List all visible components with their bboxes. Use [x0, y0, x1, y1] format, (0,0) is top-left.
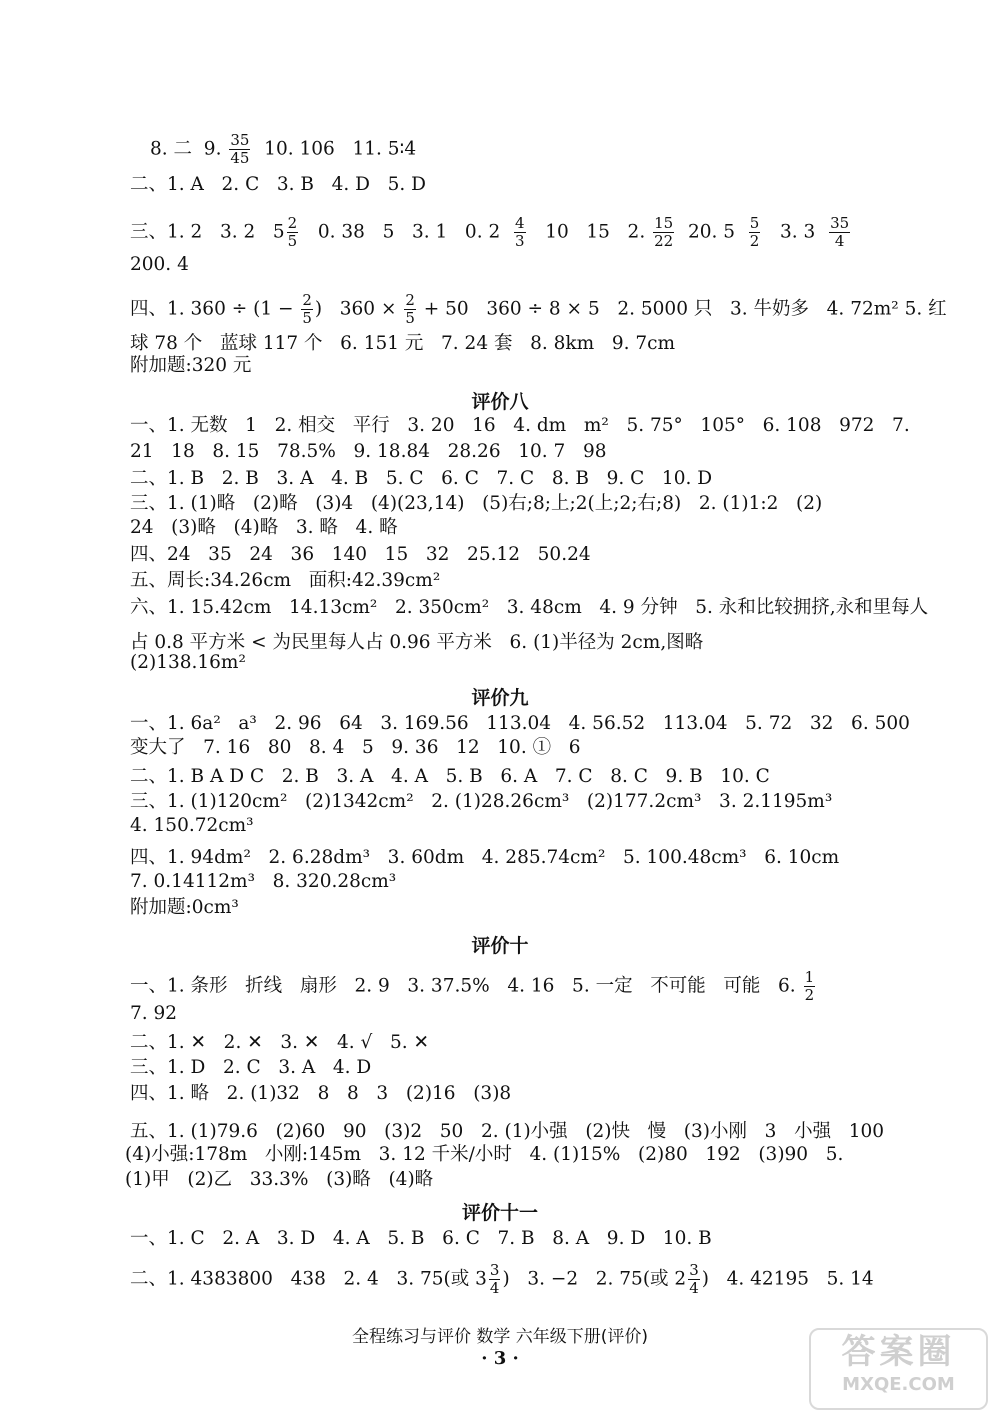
answer-line: 200. 4	[130, 254, 189, 275]
answer-line: 4. 150.72cm³	[130, 815, 254, 836]
answer-line: 六、1. 15.42cm 14.13cm² 2. 350cm² 3. 48cm 4. 9 分钟 5. 永和比较拥挤,永和里每人	[130, 597, 929, 618]
answer-line: 7. 0.14112m³ 8. 320.28cm³	[130, 871, 397, 892]
answer-line: 四、1. 360 ÷ (1 − $\frac{2}{5}$ ) 360 × $\frac{2}{5}$ + 50 360 ÷ 8 × 5 2. 5000 只 3. 牛奶多 4. 72m² 5. 红	[130, 291, 947, 327]
answer-line: 一、1. C 2. A 3. D 4. A 5. B 6. C 7. B 8. A 9. D 10. B	[130, 1228, 712, 1249]
answer-line: 占 0.8 平方米 < 为民里每人占 0.96 平方米 6. (1)半径为 2cm,图略	[130, 632, 704, 653]
answer-line: 三、1. (1)略 (2)略 (3)4 (4)(23,14) (5)右;8;上;2(上;2;右;8) 2. (1)1:2 (2)	[130, 493, 823, 514]
answer-line: 五、1. (1)79.6 (2)60 90 (3)2 50 2. (1)小强 (2)快 慢 (3)小刚 3 小强 100	[130, 1121, 885, 1142]
answer-line: 24 (3)略 (4)略 3. 略 4. 略	[130, 517, 398, 538]
answer-line: 四、24 35 24 36 140 15 32 25.12 50.24	[130, 544, 591, 565]
answer-line: (4)小强:178m 小刚:145m 3. 12 千米/小时 4. (1)15% (2)80 192 (3)90 5.	[125, 1144, 844, 1165]
answer-line: 8. 二 9. $\frac{35}{45}$ 10. 106 11. 5∶4	[150, 131, 417, 167]
section-heading: 评价十一	[461, 1202, 538, 1224]
answer-line: 三、1. 2 3. 2 5 $\frac{2}{5}$ 0. 38 5 3. 1 0. 2 $\frac{4}{3}$ 10 15 2. $\frac{15}{22}$ 20. 5 $\frac{5}{2}$ 3. 3 $\frac{35}{4}$	[130, 214, 850, 250]
answer-line: 四、1. 略 2. (1)32 8 8 3 (2)16 (3)8	[130, 1083, 512, 1104]
answer-line: 二、1. A 2. C 3. B 4. D 5. D	[130, 174, 427, 195]
answer-line: 二、1. ✕ 2. ✕ 3. ✕ 4. √ 5. ✕	[130, 1032, 430, 1053]
answer-line: (2)138.16m²	[130, 652, 246, 673]
answer-line: 三、1. (1)120cm² (2)1342cm² 2. (1)28.26cm³ (2)177.2cm³ 3. 2.1195m³	[130, 791, 833, 812]
answer-line: 变大了 7. 16 80 8. 4 5 9. 36 12 10. ① 6	[130, 737, 581, 758]
answer-line: 21 18 8. 15 78.5% 9. 18.84 28.26 10. 7 98	[130, 441, 607, 462]
answer-line: 二、1. B A D C 2. B 3. A 4. A 5. B 6. A 7. C 8. C 9. B 10. C	[130, 766, 770, 787]
answer-line: 二、1. B 2. B 3. A 4. B 5. C 6. C 7. C 8. B 9. C 10. D	[130, 468, 713, 489]
section-heading: 评价八	[471, 391, 529, 413]
answer-line: 一、1. 6a² a³ 2. 96 64 3. 169.56 113.04 4. 56.52 113.04 5. 72 32 6. 500	[130, 713, 910, 734]
section-heading: 评价九	[471, 687, 529, 709]
watermark-logo: 答案圈 MXQE.COM	[809, 1328, 988, 1410]
answer-line: 附加题:0cm³	[130, 897, 239, 918]
answer-line: 7. 92	[130, 1003, 178, 1024]
answer-line: 附加题:320 元	[130, 355, 252, 376]
page-footer-title: 全程练习与评价 数学 六年级下册(评价)	[351, 1327, 649, 1347]
answer-line: 五、周长:34.26cm 面积:42.39cm²	[130, 570, 441, 591]
answer-line: 一、1. 条形 折线 扇形 2. 9 3. 37.5% 4. 16 5. 一定 不可能 可能 6. $\frac{1}{2}$	[130, 968, 815, 1004]
page-number: · 3 ·	[481, 1348, 519, 1369]
section-heading: 评价十	[471, 935, 529, 957]
answer-line: 球 78 个 蓝球 117 个 6. 151 元 7. 24 套 8. 8km 9. 7cm	[130, 333, 676, 354]
answer-line: 一、1. 无数 1 2. 相交 平行 3. 20 16 4. dm m² 5. 75° 105° 6. 108 972 7.	[130, 415, 910, 436]
answer-line: 三、1. D 2. C 3. A 4. D	[130, 1057, 372, 1078]
answer-line: 二、1. 4383800 438 2. 4 3. 75(或 3 $\frac{3}{4}$ ) 3. −2 2. 75(或 2 $\frac{3}{4}$ ) 4. 42195 5. 14	[130, 1261, 874, 1297]
fraction: $\frac{35}{45}$	[230, 131, 250, 167]
answer-line: (1)甲 (2)乙 33.3% (3)略 (4)略	[125, 1169, 434, 1190]
answer-line: 四、1. 94dm² 2. 6.28dm³ 3. 60dm 4. 285.74cm² 5. 100.48cm³ 6. 10cm	[130, 847, 840, 868]
